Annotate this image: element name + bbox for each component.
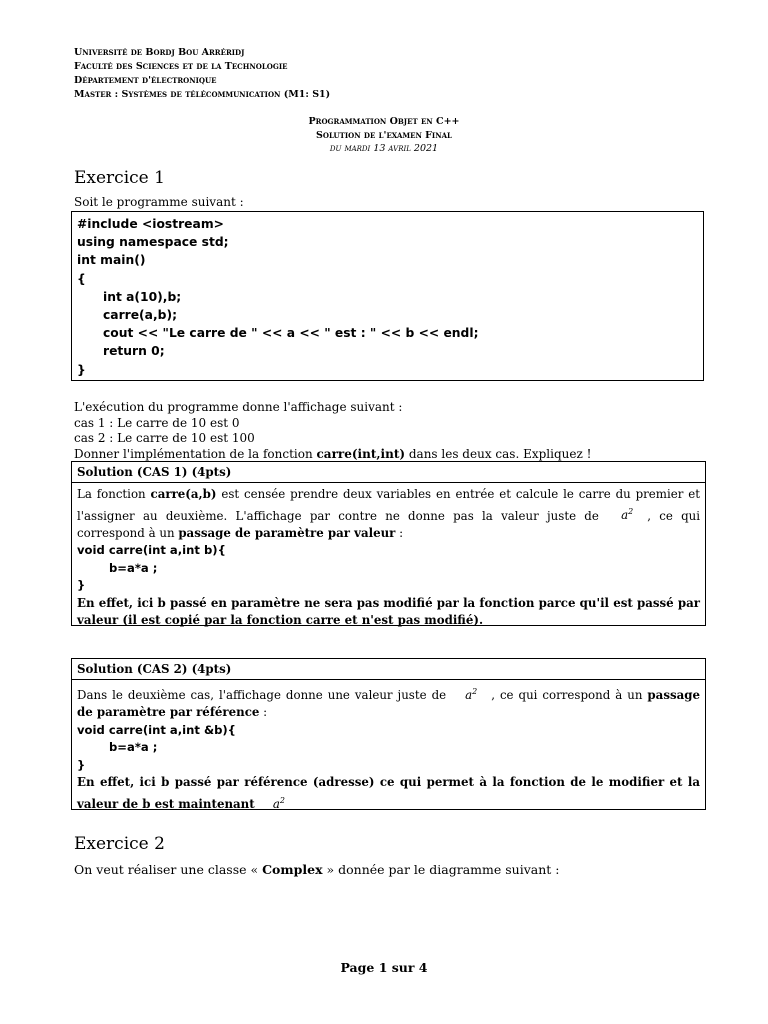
exec-intro: L'exécution du programme donne l'affichage suivant : [74, 400, 403, 414]
code-line: } [77, 757, 86, 772]
text: : [395, 525, 404, 540]
question [74, 447, 591, 463]
page-number: Page 1 sur 4 [340, 960, 428, 975]
exercise-1-heading: Exercice 1 [74, 168, 165, 188]
math-base: a [272, 796, 280, 811]
exam-subtitle: Solution de l'examen Final [316, 129, 452, 141]
math-base: a [621, 508, 629, 523]
code-line: b=a*a ; [109, 740, 158, 755]
text: Dans le deuxième cas, l'affichage donne une valeur juste de [77, 687, 452, 702]
solution-case-1-body [72, 483, 705, 633]
course-title: Programmation Objet en C++ [308, 116, 460, 127]
text: En effet, ici b passé par référence (adresse) ce qui permet à la fonction de le modifier et la valeur de b est maintenant [77, 775, 700, 811]
math-exponent: 2 [279, 795, 285, 805]
math-a-squared [607, 508, 647, 522]
text: : [259, 705, 268, 720]
exam-title [0, 115, 768, 156]
solution-case-2-paragraph [77, 683, 700, 722]
question-text-end: dans les deux cas. Expliquez ! [405, 446, 592, 461]
text: , ce qui correspond à un [77, 508, 700, 540]
math-base: a [465, 687, 473, 702]
text: La fonction [77, 487, 151, 501]
code-line: void carre(int a,int &b){ [77, 722, 236, 737]
bold-term: passage de paramètre par valeur [178, 525, 396, 540]
code-line: b=a*a ; [109, 560, 158, 575]
math-a-squared [259, 797, 299, 811]
code-line: } [77, 578, 86, 593]
exercise-2-intro [74, 862, 560, 877]
solution-case-1-conclusion: En effet, ici b passé en paramètre ne sera pas modifié par la fonction parce qu'il est passé par valeur (il est copié par la fonction carre et n'est pas modifié). [77, 595, 700, 628]
code-line: { [77, 271, 86, 286]
execution-output [74, 400, 591, 462]
class-name: Complex [262, 862, 323, 877]
department-line: Département d'électronique [74, 75, 217, 86]
math-exponent: 2 [628, 507, 634, 517]
exercise-1-intro: Soit le programme suivant : [74, 195, 244, 209]
math-a-squared [451, 688, 491, 702]
code-line: } [77, 362, 86, 377]
question-function: carre(int,int) [316, 446, 406, 461]
solution-case-2-body [72, 680, 705, 816]
exam-date: du mardi 13 avril 2021 [329, 143, 439, 154]
code-line: return 0; [103, 344, 165, 359]
code-line: carre(a,b); [103, 308, 177, 323]
code-line: #include <iostream> [77, 217, 224, 231]
program-code-box [71, 211, 704, 381]
code-line: cout << "Le carre de " << a << " est : " << b << endl; [103, 326, 479, 341]
function-name: carre(a,b) [150, 487, 217, 501]
code-line: int main() [77, 253, 146, 268]
case-2-output: cas 2 : Le carre de 10 est 100 [74, 431, 255, 445]
code-line: void carre(int a,int b){ [77, 543, 226, 558]
text: , ce qui correspond à un [491, 687, 648, 702]
text: » donnée par le diagramme suivant : [322, 862, 560, 877]
code-line: int a(10),b; [103, 289, 182, 304]
case-1-output: cas 1 : Le carre de 10 est 0 [74, 415, 240, 430]
text: est censée prendre deux variables en entrée et calcule le carre du premier et l'assigner au deuxième. L'affichage par contre ne donne pas la valeur juste de [77, 487, 700, 523]
math-exponent: 2 [472, 687, 478, 696]
exercise-2-heading: Exercice 2 [74, 834, 165, 854]
university-line: Université de Bordj Bou Arréridj [74, 47, 245, 58]
solution-case-1-heading: Solution (CAS 1) (4pts) [72, 462, 705, 483]
bold-term: passage de paramètre par référence [77, 687, 700, 720]
institution-header [74, 46, 330, 102]
solution-case-1-paragraph [77, 486, 700, 542]
master-line: Master : Systèmes de télécommunication (M1: S1) [74, 89, 331, 100]
faculty-line: Faculté des Sciences et de la Technologie [74, 61, 288, 72]
code-line: using namespace std; [77, 235, 229, 250]
solution-case-2-box [71, 658, 706, 810]
solution-case-2-heading: Solution (CAS 2) (4pts) [72, 659, 705, 680]
text: On veut réaliser une classe « [74, 862, 263, 877]
question-text: Donner l'implémentation de la fonction [74, 446, 317, 461]
solution-case-2-conclusion [77, 774, 700, 813]
solution-case-1-box [71, 461, 706, 626]
